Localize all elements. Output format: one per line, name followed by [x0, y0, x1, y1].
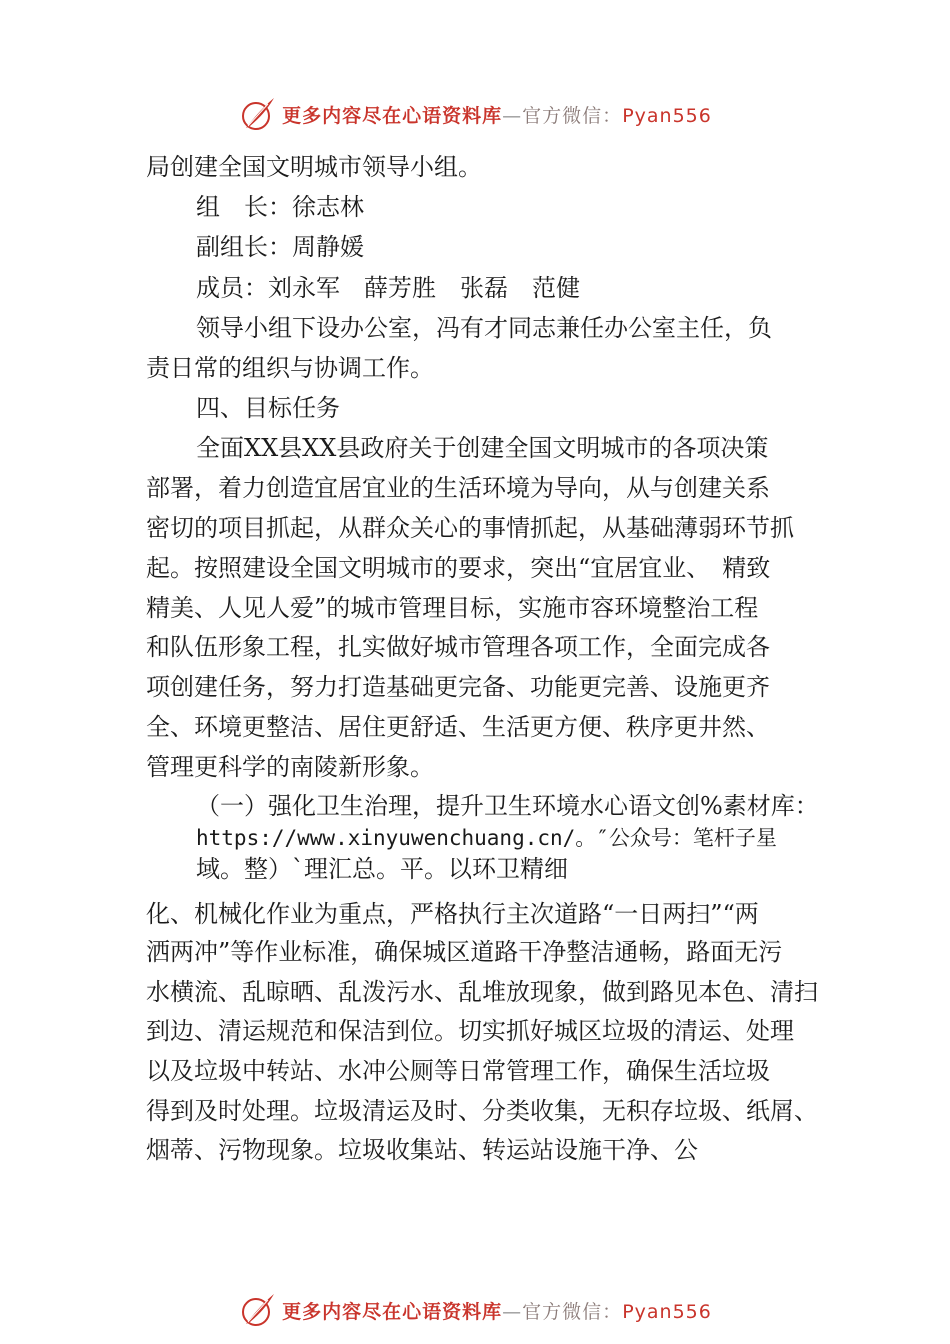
section-heading: 四、目标任务: [196, 394, 340, 422]
leader-line: 组 长：徐志林: [196, 193, 364, 221]
body-line: 项创建任务，努力打造基础更完备、功能更完善、设施更齐: [146, 673, 770, 701]
body-line: 责日常的组织与协调工作。: [146, 354, 434, 382]
subsection-heading: （一）强化卫生治理，提升卫生环境水心语文创%素材库：: [196, 792, 819, 820]
members-line: 成员：刘永军 薛芳胜 张磊 范健: [196, 274, 580, 302]
feather-logo-icon: [238, 94, 278, 134]
body-line: 部署，着力创造宜居宜业的生活环境为导向，从与创建关系: [146, 474, 770, 502]
deputy-leader-line: 副组长：周静媛: [196, 233, 364, 261]
body-line: 到边、清运规范和保洁到位。切实抓好城区垃圾的清运、处理: [146, 1017, 794, 1045]
body-line: 以及垃圾中转站、水冲公厕等日常管理工作，确保生活垃圾: [146, 1057, 770, 1085]
body-line: 洒两冲”等作业标准，确保城区道路干净整洁通畅，路面无污: [146, 938, 783, 966]
body-line: 精美、人见人爱”的城市管理目标，实施市容环境整治工程: [146, 594, 759, 622]
body-line: 得到及时处理。垃圾清运及时、分类收集，无积存垃圾、纸屑、: [146, 1097, 818, 1125]
body-line: 和队伍形象工程，扎实做好城市管理各项工作，全面完成各: [146, 633, 770, 661]
body-line: 起。按照建设全国文明城市的要求，突出“宜居宜业、 精致: [146, 554, 771, 582]
footer-banner: [0, 1290, 950, 1330]
body-line: 局创建全国文明城市领导小组。: [146, 153, 482, 181]
banner-text: 更多内容尽在心语资料库—官方微信：Pyan556: [282, 104, 712, 127]
body-line: 领导小组下设办公室，冯有才同志兼任办公室主任，负: [196, 314, 772, 342]
header-banner: [0, 94, 950, 134]
body-line: 全面XX县XX县政府关于创建全国文明城市的各项决策: [196, 434, 769, 462]
body-line: 全、环境更整洁、居住更舒适、生活更方便、秩序更井然、: [146, 713, 770, 741]
body-line: 密切的项目抓起，从群众关心的事情抓起，从基础薄弱环节抓: [146, 514, 794, 542]
body-line: 域。整）`理汇总。平。以环卫精细: [196, 855, 568, 883]
body-line: 化、机械化作业为重点，严格执行主次道路“一日两扫”“两: [146, 900, 759, 928]
body-line: 管理更科学的南陵新形象。: [146, 753, 434, 781]
body-line: 水横流、乱晾晒、乱泼污水、乱堆放现象，做到路见本色、清扫: [146, 978, 818, 1006]
banner-text: 更多内容尽在心语资料库—官方微信：Pyan556: [282, 1300, 712, 1323]
url-line: https://www.xinyuwenchuang.cn/。″公众号：笔杆子星: [196, 826, 777, 850]
feather-logo-icon: [238, 1290, 278, 1330]
body-line: 烟蒂、污物现象。垃圾收集站、转运站设施干净、公: [146, 1136, 698, 1164]
